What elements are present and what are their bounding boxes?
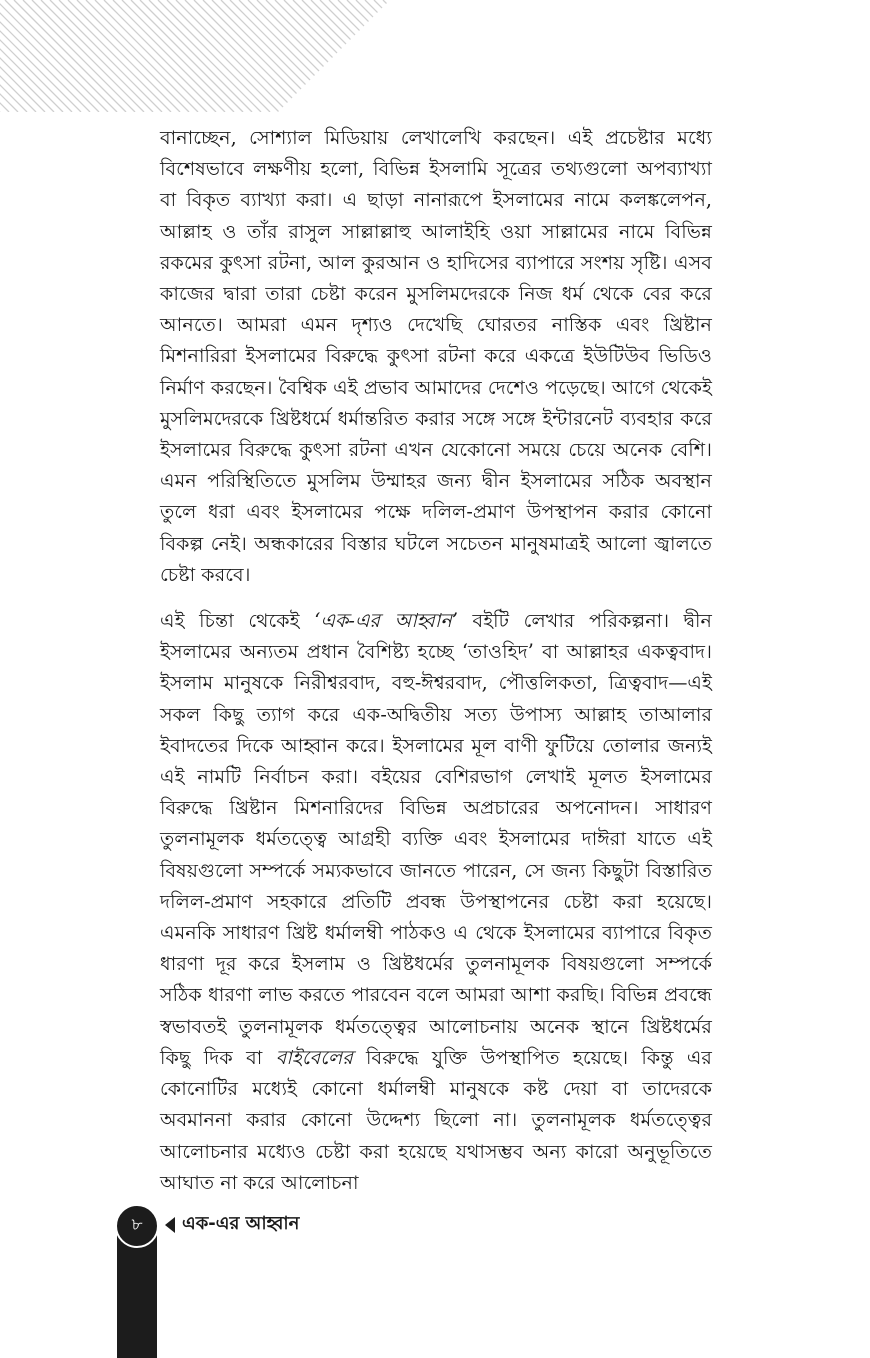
paragraph-1 [160,122,712,590]
hatch-line [86,0,198,112]
hatch-line [383,0,390,112]
hatch-line [221,0,333,112]
hatch-line [104,0,216,112]
hatch-line [374,0,390,112]
paragraph-2-text-a: এই চিন্তা থেকেই [160,609,315,633]
paragraph-2-text-c: বিরুদ্ধে যুক্তি উপস্থাপিত হয়েছে। কিন্তু এর কোনোটির মধ্যেই কোনো ধর্মালম্বী মানুষকে কষ্ট দেয়া বা তাদেরকে অবমাননা করার কোনো উদ্দেশ্য ছিলো না। তুলনামূলক ধর্মতত্ত্বের আলোচনার মধ্যেও চেষ্টা করা হয়েছে যথাসম্ভব অন্য কারো অনুভূতিতে আঘাত না করে আলোচনা [160,1045,712,1194]
hatch-line [266,0,378,112]
corner-hatch-decoration [0,0,390,112]
hatch-line [41,0,153,112]
hatch-line [158,0,270,112]
triangle-left-icon [165,1217,175,1233]
hatch-line [176,0,288,112]
hatch-line [77,0,189,112]
hatch-line [356,0,390,112]
hatch-line [194,0,306,112]
page-number: ৮ [131,1215,143,1235]
paragraph-1-text: বানাচ্ছেন, সোশ্যাল মিডিয়ায় লেখালেখি করছেন। এই প্রচেষ্টার মধ্যে বিশেষভাবে লক্ষণীয় হলো, বিভিন্ন ইসলামি সূত্রের তথ্যগুলো অপব্যাখ্যা বা বিকৃত ব্যাখ্যা করা। এ ছাড়া নানারূপে ইসলামের নামে কলঙ্কলেপন, আল্লাহ ও তাঁর রাসুল সাল্লাল্লাহু আলাইহি ওয়া সাল্লামের নামে বিভিন্ন রকমের কুৎসা রটনা, আল কুরআন ও হাদিসের ব্যাপারে সংশয় সৃষ্টি। এসব কাজের দ্বারা তারা চেষ্টা করেন মুসলিমদেরকে নিজ ধর্ম থেকে বের করে আনতে। আমরা এমন দৃশ্যও দেখেছি ঘোরতর নাস্তিক এবং খ্রিষ্টান মিশনারিরা ইসলামের বিরুদ্ধে কুৎসা রটনা করে একত্রে ইউটিউব ভিডিও নির্মাণ করছেন। বৈশ্বিক এই প্রভাব আমাদের দেশেও পড়েছে। আগে থেকেই মুসলিমদেরকে খ্রিষ্টধর্মে ধর্মান্তরিত করার সঙ্গে সঙ্গে ইন্টারনেট ব্যবহার করে ইসলামের বিরুদ্ধে কুৎসা রটনা এখন যেকোনো সময়ে চেয়ে অনেক বেশি। এমন পরিস্থিতিতে মুসলিম উম্মাহর জন্য দ্বীন ইসলামের সঠিক অবস্থান তুলে ধরা এবং ইসলামের পক্ষে দলিল-প্রমাণ উপস্থাপন করার কোনো বিকল্প নেই। অন্ধকারের বিস্তার ঘটলে সচেতন মানুষমাত্রই আলো জ্বালতে চেষ্টা করবে। [160,126,712,586]
hatch-line [14,0,126,112]
hatch-line [68,0,180,112]
hatch-line [122,0,234,112]
hatch-line [167,0,279,112]
hatch-line [275,0,387,112]
hatch-line [347,0,390,112]
hatch-line [23,0,135,112]
page-number-badge [115,1204,159,1248]
hatch-line [230,0,342,112]
paragraph-2-text-b: বইটি লেখার পরিকল্পনা। দ্বীন ইসলামের অন্যতম প্রধান বৈশিষ্ট্য হচ্ছে ‘তাওহিদ’ বা আল্লাহর একত্ববাদ। ইসলাম মানুষকে নিরীশ্বরবাদ, বহু-ঈশ্বরবাদ, পৌত্তলিকতা, ত্রিত্ববাদ—এই সকল কিছু ত্যাগ করে এক-অদ্বিতীয় সত্য উপাস্য আল্লাহ তাআলার ইবাদতের দিকে আহ্বান করে। ইসলামের মূল বাণী ফুটিয়ে তোলার জন্যই এই নামটি নির্বাচন করা। বইয়ের বেশিরভাগ লেখাই মূলত ইসলামের বিরুদ্ধে খ্রিষ্টান মিশনারিদের বিভিন্ন অপ্রচারের অপনোদন। সাধারণ তুলনামূলক ধর্মতত্ত্বে আগ্রহী ব্যক্তি এবং ইসলামের দাঈরা যাতে এই বিষয়গুলো সম্পর্কে সম্যকভাবে জানতে পারেন, সে জন্য কিছুটা বিস্তারিত দলিল-প্রমাণ সহকারে প্রতিটি প্রবন্ধ উপস্থাপনের চেষ্টা করা হয়েছে। এমনকি সাধারণ খ্রিষ্ট ধর্মালম্বী পাঠকও এ থেকে ইসলামের ব্যাপারে বিকৃত ধারণা দূর করে ইসলাম ও খ্রিষ্টধর্মের তুলনামূলক বিষয়গুলো সম্পর্কে সঠিক ধারণা লাভ করতে পারবেন বলে আমরা আশা করছি। বিভিন্ন প্রবন্ধে স্বভাবতই তুলনামূলক ধর্মতত্ত্বের আলোচনায় অনেক স্থানে খ্রিষ্টধর্মের কিছু দিক বা [160,609,713,1069]
hatch-line [59,0,171,112]
page-body-text [160,122,712,1213]
hatch-line [212,0,324,112]
hatch-line [365,0,390,112]
hatch-line [131,0,243,112]
hatch-line [5,0,117,112]
hatch-line [149,0,261,112]
hatch-line [239,0,351,112]
running-footer-title: এক-এর আহ্বান [182,1213,300,1234]
bible-inline: বাইবেলের [275,1045,353,1069]
hatch-line [257,0,369,112]
hatch-line [113,0,225,112]
hatch-line [50,0,162,112]
hatch-line [293,0,390,112]
book-title-inline: ‘এক-এর আহ্বান’ [314,609,458,633]
paragraph-2 [160,605,712,1198]
hatch-line [140,0,252,112]
hatch-line [32,0,144,112]
hatch-line [95,0,207,112]
hatch-line [185,0,297,112]
hatch-line [248,0,360,112]
hatch-line [329,0,390,112]
hatch-line [203,0,315,112]
